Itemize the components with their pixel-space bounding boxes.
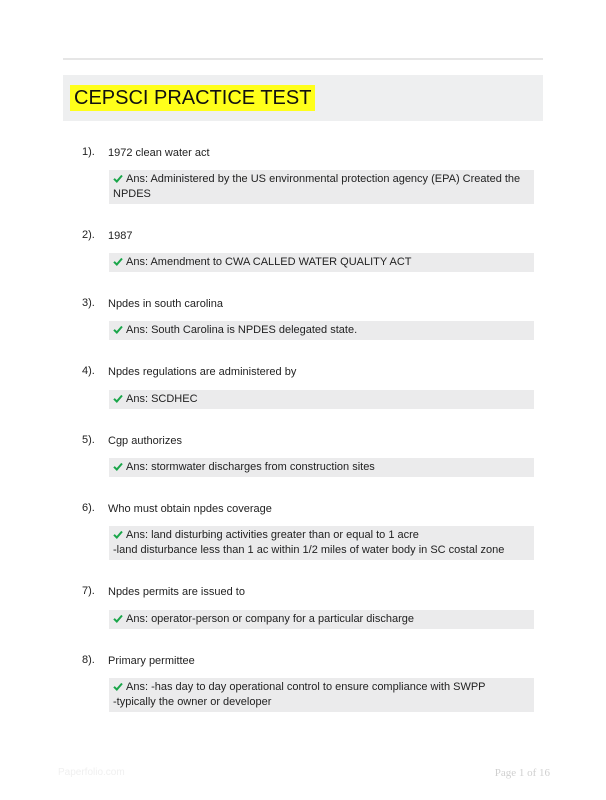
- checkmark-icon: [113, 325, 123, 334]
- answer-text: Ans: SCDHEC: [126, 393, 198, 405]
- question-text: Who must obtain npdes coverage: [108, 503, 272, 515]
- answer-text: Ans: operator-person or company for a particular discharge: [126, 613, 414, 625]
- answer-text: -typically the owner or developer: [113, 696, 272, 708]
- answer-box: [109, 321, 534, 340]
- checkmark-icon: [113, 174, 123, 183]
- answer-box: [109, 610, 534, 629]
- answer-text: Ans: land disturbing activities greater than or equal to 1 acre: [126, 529, 419, 541]
- question-number: 3).: [82, 297, 95, 309]
- answer-text: NPDES: [113, 188, 151, 200]
- answer-box: [109, 253, 534, 272]
- question-text: Npdes regulations are administered by: [108, 366, 297, 378]
- answer-box: [109, 458, 534, 477]
- checkmark-icon: [113, 257, 123, 266]
- question-number: 7).: [82, 585, 95, 597]
- checkmark-icon: [113, 462, 123, 471]
- answer-text: -land disturbance less than 1 ac within 1/2 miles of water body in SC costal zone: [113, 544, 505, 556]
- answer-box: [109, 170, 534, 204]
- answer-box: [109, 526, 534, 560]
- answer-text: Ans: Administered by the US environmental protection agency (EPA) Created the: [126, 173, 521, 185]
- question-number: 6).: [82, 502, 95, 514]
- document-title: CEPSCI PRACTICE TEST: [70, 85, 315, 111]
- top-divider: [63, 58, 543, 60]
- checkmark-icon: [113, 682, 123, 691]
- answer-text: Ans: Amendment to CWA CALLED WATER QUALITY ACT: [126, 256, 412, 268]
- question-text: Npdes permits are issued to: [108, 586, 245, 598]
- question-number: 2).: [82, 229, 95, 241]
- answer-text: Ans: -has day to day operational control to ensure compliance with SWPP: [126, 681, 486, 693]
- checkmark-icon: [113, 394, 123, 403]
- answer-text: Ans: South Carolina is NPDES delegated state.: [126, 324, 358, 336]
- answer-text: Ans: stormwater discharges from construction sites: [126, 461, 375, 473]
- question-number: 8).: [82, 654, 95, 666]
- question-number: 1).: [82, 146, 95, 158]
- answer-box: [109, 678, 534, 712]
- question-text: 1987: [108, 230, 133, 242]
- question-text: Cgp authorizes: [108, 435, 182, 447]
- question-text: 1972 clean water act: [108, 147, 210, 159]
- answer-box: [109, 390, 534, 409]
- checkmark-icon: [113, 530, 123, 539]
- page-number: Page 1 of 16: [494, 767, 550, 779]
- question-number: 5).: [82, 434, 95, 446]
- question-text: Npdes in south carolina: [108, 298, 223, 310]
- question-number: 4).: [82, 365, 95, 377]
- question-text: Primary permittee: [108, 655, 195, 667]
- footer-watermark: Paperfolio.com: [58, 767, 125, 778]
- checkmark-icon: [113, 614, 123, 623]
